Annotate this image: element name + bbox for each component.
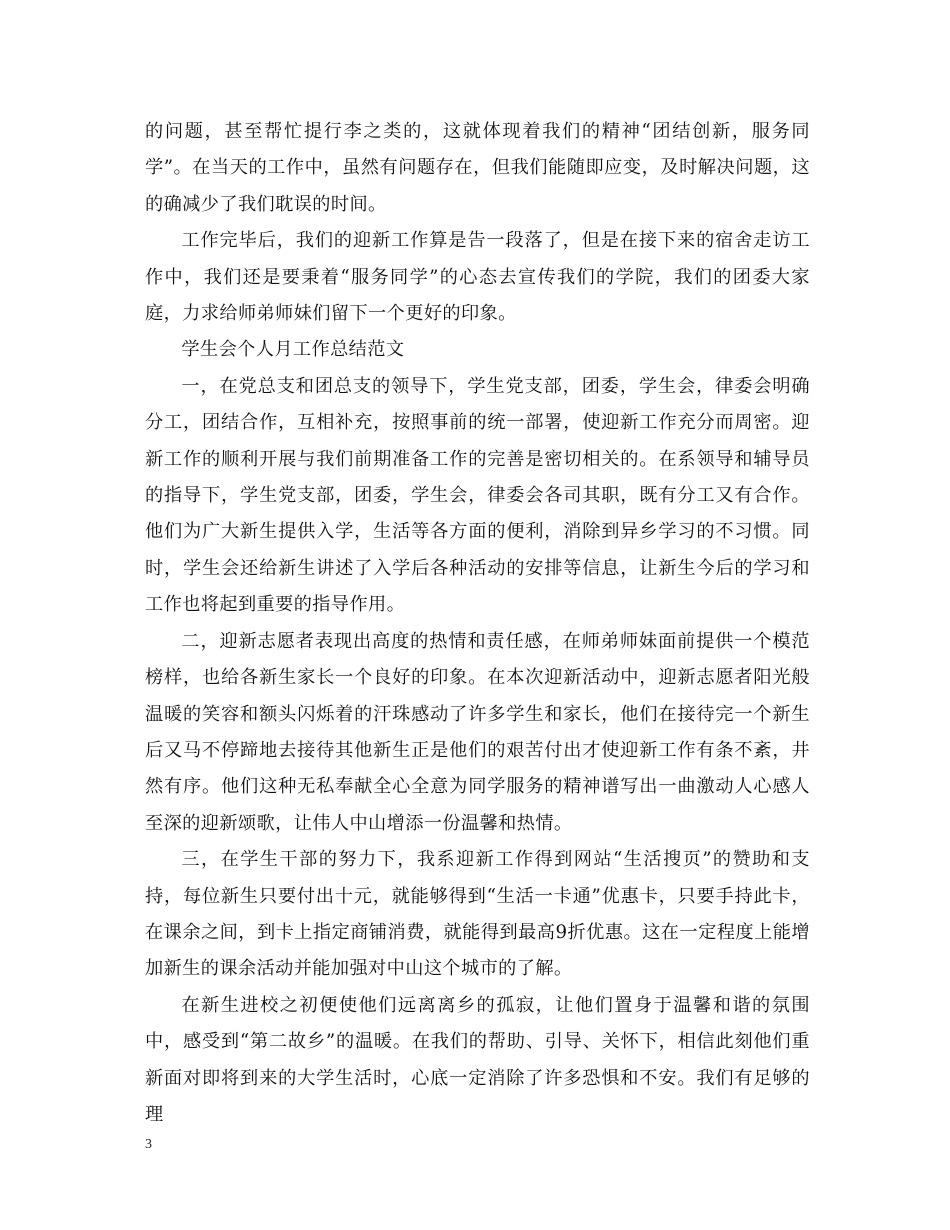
paragraph-closing: 在新生进校之初便使他们远离离乡的孤寂，让他们置身于温馨和谐的氛围中，感受到“第二故乡”的温暖。在我们的帮助、引导、关怀下，相信此刻他们重新面对即将到来的大学生活时，心底一定消除了许多恐惧和不安。我们有足够的理	[145, 994, 810, 1125]
paragraph-point-one: 一，在党总支和团总支的领导下，学生党支部，团委，学生会，律委会明确分工，团结合作，互相补充，按照事前的统一部署，使迎新工作充分而周密。迎新工作的顺利开展与我们前期准备工作的完善是密切相关的。在系领导和辅导员的指导下，学生党支部，团委，学生会，律委会各司其职，既有分工又有合作。他们为广大新生提供入学，生活等各方面的便利，消除到异乡学习的不习惯。同时，学生会还给新生讲述了入学后各种活动的安排等信息，让新生今后的学习和工作也将起到重要的指导作用。	[145, 375, 810, 616]
section-heading: 学生会个人月工作总结范文	[181, 339, 405, 361]
paragraph-continuation: 的问题，甚至帮忙提行李之类的，这就体现着我们的精神“团结创新，服务同学”。在当天的工作中，虽然有问题存在，但我们能随即应变，及时解决问题，这的确减少了我们耽误的时间。	[145, 121, 810, 215]
paragraph-work-completed: 工作完毕后，我们的迎新工作算是告一段落了，但是在接下来的宿舍走访工作中，我们还是要秉着“服务同学”的心态去宣传我们的学院，我们的团委大家庭，力求给师弟师妹们留下一个更好的印象。	[145, 230, 810, 325]
page-number: 3	[145, 1137, 152, 1152]
document-body	[145, 114, 810, 1133]
paragraph-point-two: 二，迎新志愿者表现出高度的热情和责任感，在师弟师妹面前提供一个模范榜样，也给各新生家长一个良好的印象。在本次迎新活动中，迎新志愿者阳光般温暖的笑容和额头闪烁着的汗珠感动了许多学生和家长，他们在接待完一个新生后又马不停蹄地去接待其他新生正是他们的艰苦付出才使迎新工作有条不紊，井然有序。他们这种无私奉献全心全意为同学服务的精神谱写出一曲激动人心感人至深的迎新颂歌，让伟人中山增添一份温馨和热情。	[145, 630, 810, 834]
paragraph-point-three: 三，在学生干部的努力下，我系迎新工作得到网站“生活搜页”的赞助和支持，每位新生只要付出十元，就能够得到“生活一卡通”优惠卡，只要手持此卡，在课余之间，到卡上指定商铺消费，就能得到最高9折优惠。这在一定程度上能增加新生的课余活动并能加强对中山这个城市的了解。	[145, 849, 810, 980]
